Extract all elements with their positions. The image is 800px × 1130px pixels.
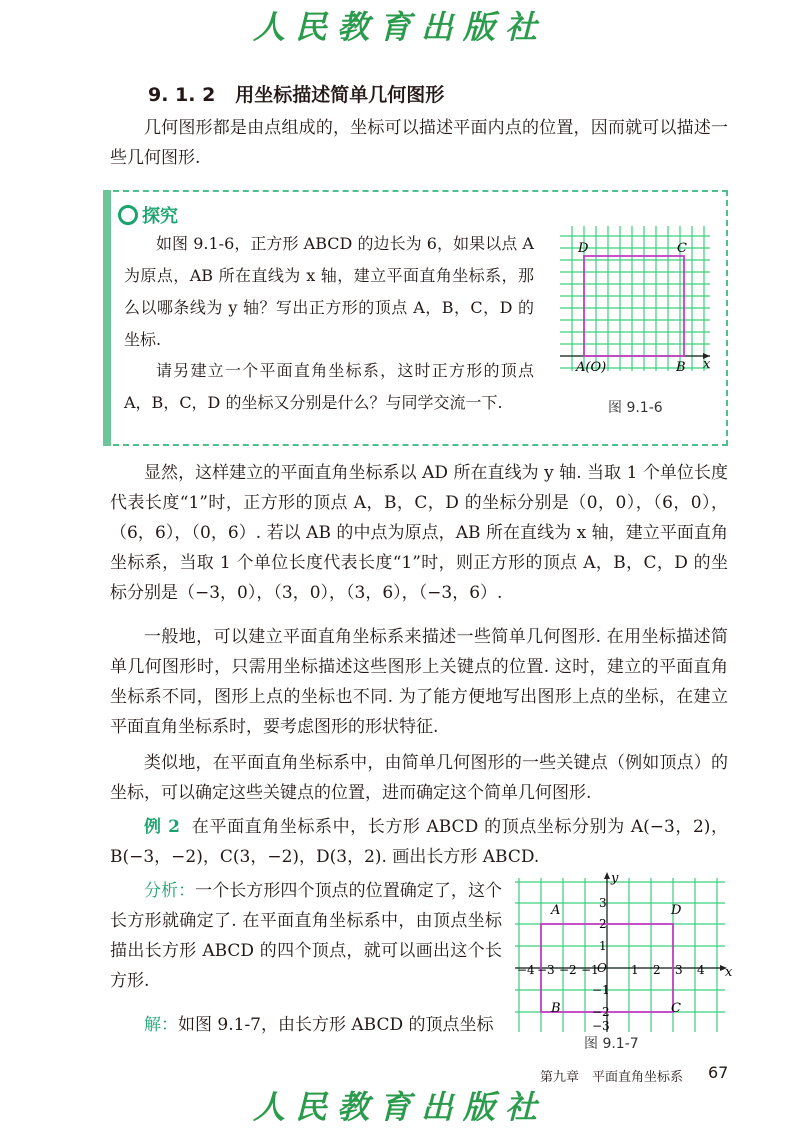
figure-9-1-7-caption: 图 9.1-7: [584, 1036, 639, 1052]
explore-para-2: 请另建立一个平面直角坐标系，这时正方形的顶点 A，B，C，D 的坐标又分别是什么？与同学交流一下.: [124, 361, 534, 412]
example-label: 例 2: [144, 817, 180, 837]
intro-paragraph: 几何图形都是由点组成的，坐标可以描述平面内点的位置，因而就可以描述一些几何图形.: [110, 118, 728, 168]
explore-icon: [118, 205, 138, 225]
explore-para-1: 如图 9.1-6，正方形 ABCD 的边长为 6，如果以点 A 为原点，AB 所在直线为 x 轴，建立平面直角坐标系，那么以哪条线为 y 轴？写出正方形的顶点 A，B，C，D 的坐标.: [124, 234, 534, 349]
explore-bar: [103, 190, 111, 446]
label-a-2: A: [551, 903, 561, 918]
y-tick-label: −1: [592, 983, 610, 997]
x-tick-label: −3: [537, 963, 555, 977]
y-tick-label: −2: [592, 1005, 610, 1019]
figure-9-1-6-caption: 图 9.1-6: [608, 400, 663, 416]
label-d-2: D: [671, 903, 682, 918]
label-c: C: [677, 241, 687, 256]
analysis-text: 一个长方形四个顶点的位置确定了，这个长方形就确定了. 在平面直角坐标系中，由顶点坐标描出长方形 ABCD 的四个顶点，就可以画出这个长方形.: [110, 881, 503, 991]
y-tick-label: 2: [599, 917, 607, 931]
x-tick-labels: [517, 963, 705, 977]
section-title: [148, 80, 444, 107]
x-tick-label: 2: [653, 963, 661, 977]
x-tick-label: 1: [631, 963, 639, 977]
body-paragraph-2: 一般地，可以建立平面直角坐标系来描述一些简单几何图形. 在用坐标描述简单几何图形时，只需用坐标描述这些图形上关键点的位置. 这时，建立的平面直角坐标系不同，图形上点的坐标也不同. 为了能方便地写出图形上点的坐标，在建立平面直角坐标系时，要考虑图形的形状特征.: [110, 627, 728, 737]
label-b-2: B: [551, 1001, 561, 1016]
square-abcd: [584, 256, 684, 356]
figure-9-1-6: [560, 226, 720, 376]
publisher-logo-bottom: 人民教育出版社: [252, 1088, 547, 1126]
x-tick-label: −1: [581, 963, 599, 977]
analysis-paragraph: [110, 876, 502, 996]
x-tick-label: 3: [675, 963, 683, 977]
figure-9-1-7: [515, 872, 740, 1034]
body-paragraph-3: 类似地，在平面直角坐标系中，由简单几何图形的一些关键点（例如顶点）的坐标，可以确定这些关键点的位置，进而确定这个简单几何图形.: [110, 753, 728, 803]
label-x: x: [703, 357, 711, 372]
label-a: A(O): [576, 360, 607, 375]
y-tick-label: 3: [599, 896, 607, 910]
y-tick-label: 1: [599, 939, 607, 953]
example-text: 在平面直角坐标系中，长方形 ABCD 的顶点坐标分别为 A(−3，2)，B(−3，−2)，C(3，−2)，D(3，2). 画出长方形 ABCD.: [110, 817, 729, 867]
solution-label: 解：: [144, 1015, 178, 1035]
chapter-footer: 第九章 平面直角坐标系: [540, 1070, 684, 1085]
origin-label: O: [597, 961, 607, 975]
x-axis-label: x: [725, 965, 733, 980]
label-d: D: [578, 241, 589, 256]
solution-text: 如图 9.1-7，由长方形 ABCD 的顶点坐标: [178, 1015, 494, 1035]
section-title-text: 用坐标描述简单几何图形: [235, 84, 445, 106]
publisher-logo: 人民教育出版社: [252, 8, 547, 46]
grid-lines-2: [515, 878, 725, 1032]
explore-heading: 探究: [118, 202, 178, 228]
x-tick-label: 4: [697, 963, 705, 977]
analysis-label: 分析：: [144, 881, 196, 901]
page-number: 67: [708, 1063, 729, 1082]
label-c-2: C: [671, 1001, 681, 1016]
y-tick-label: −3: [592, 1019, 610, 1033]
label-b: B: [676, 360, 686, 375]
body-paragraph-1: 显然，这样建立的平面直角坐标系以 AD 所在直线为 y 轴. 当取 1 个单位长度代表长度“1”时，正方形的顶点 A，B，C，D 的坐标分别是（0，0），（6，0），（6，6），（0，6）. 若以 AB 的中点为原点，AB 所在直线为 x 轴，建立平面直角坐标系，当取 1 个单位长度代表长度“1”时，则正方形的顶点 A，B，C，D 的坐标分别是（−3，0），（3，0），（3，6），（−3，6）.: [110, 463, 728, 603]
y-axis-arrow-2: [604, 872, 610, 879]
section-number: 9. 1. 2: [148, 84, 216, 106]
solution-paragraph: [110, 1010, 502, 1040]
x-tick-label: −2: [559, 963, 577, 977]
x-tick-label: −4: [517, 963, 535, 977]
example-2: [110, 812, 728, 872]
y-axis-label: y: [611, 872, 619, 886]
